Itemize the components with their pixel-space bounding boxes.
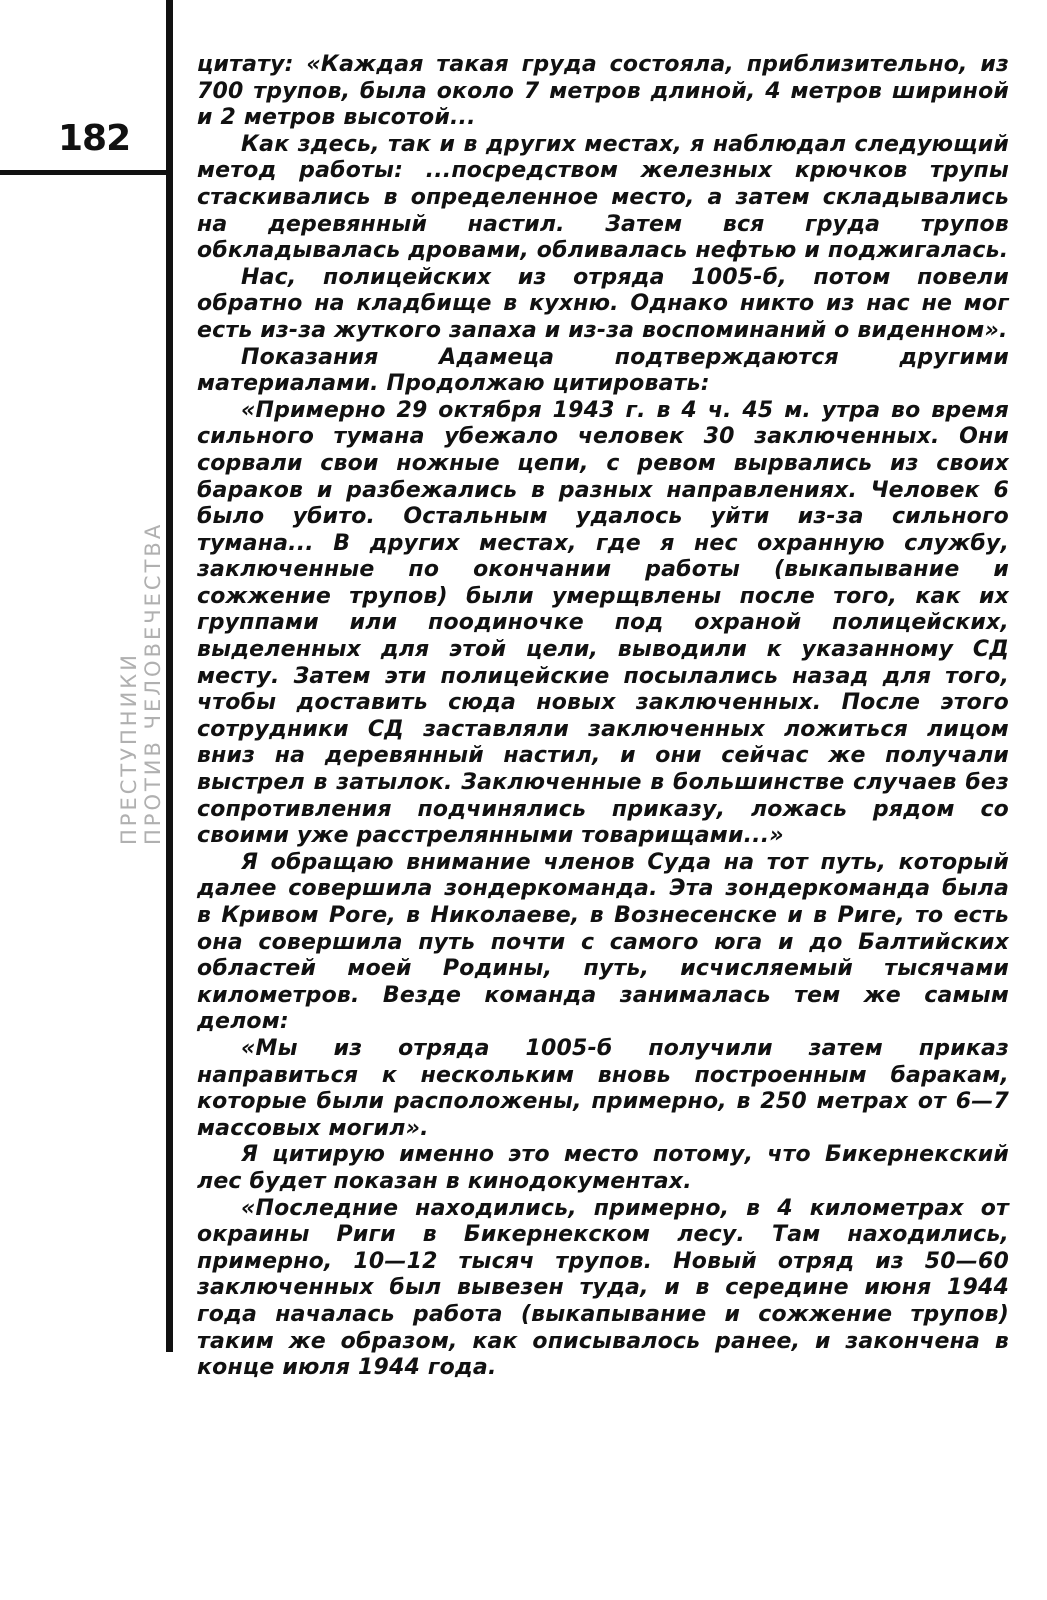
paragraph: Показания Адамеца подтверждаются другими материалами. Продолжаю цитировать: (197, 344, 1009, 397)
paragraph: цитату: «Каждая такая груда состояла, приблизительно, из 700 трупов, была около 7 метров длиной, 4 метров шириной и 2 метров высотой... (197, 52, 1009, 131)
paragraph: «Примерно 29 октября 1943 г. в 4 ч. 45 м. утра во время сильного тумана убежало человек 30 заключенных. Они сорвали свои ножные цепи, с ревом вырвались из своих бараков и разбежались в разных направлениях. Человек 6 было убито. Остальным удалось уйти из-за сильного тумана... В других местах, где я нес охранную службу, заключенные по окончании работы (выкапывание и сожжение трупов) были умерщвлены после того, как их группами или поодиночке под охраной полицейских, выделенных для этой цели, выводили к указанному СД месту. Затем эти полицейские посылались назад для того, чтобы доставить сюда новых заключенных. После этого сотрудники СД заставляли заключенных ложиться лицом вниз на деревянный настил, и они сейчас же получали выстрел в затылок. Заключенные в большинстве случаев без сопротивления подчинялись приказу, ложась рядом со своими уже расстрелянными товарищами...» (197, 397, 1009, 849)
text-body (197, 52, 1009, 1382)
paragraph: Как здесь, так и в других местах, я наблюдал следующий метод работы: ...посредством железных крючков трупы стаскивались в определенное место, а затем складывались на деревянный настил. Затем вся груда трупов обкладывалась дровами, обливалась нефтью и поджигалась. (197, 131, 1009, 264)
running-title-line-1: ПРЕСТУПНИКИ (117, 652, 141, 845)
paragraph: Я цитирую именно это место потому, что Бикернекский лес будет показан в кинодокументах. (197, 1142, 1009, 1194)
paragraph: «Мы из отряда 1005-б получили затем приказ направиться к нескольким вновь построенным баракам, которые были расположены, примерно, в 250 метрах от 6—7 массовых могил». (197, 1035, 1009, 1141)
paragraph: Нас, полицейских из отряда 1005-б, потом повели обратно на кладбище в кухню. Однако никто из нас не мог есть из-за жуткого запаха и из-за воспоминаний о виденном». (197, 264, 1009, 343)
paragraph: Я обращаю внимание членов Суда на тот путь, который далее совершила зондеркоманда. Эта зондеркоманда была в Кривом Роге, в Николаеве, в Вознесенске и в Риге, то есть она совершила путь почти с самого юга и до Балтийских областей моей Родины, путь, исчисляемый тысячами километров. Везде команда занималась тем же самым делом: (197, 849, 1009, 1035)
header-rule (0, 170, 166, 175)
page-number: 182 (58, 118, 131, 159)
running-title-line-2: ПРОТИВ ЧЕЛОВЕЧЕСТВА (141, 521, 165, 845)
vertical-rule (166, 0, 173, 1352)
paragraph: «Последние находились, примерно, в 4 километрах от окраины Риги в Бикернекском лесу. Там находились, примерно, 10—12 тысяч трупов. Новый отряд из 50—60 заключенных был вывезен туда, и в середине июня 1944 года началась работа (выкапывание и сожжение трупов) таким же образом, как описывалось ранее, и закончена в конце июля 1944 года. (197, 1195, 1009, 1381)
running-title (117, 522, 165, 845)
